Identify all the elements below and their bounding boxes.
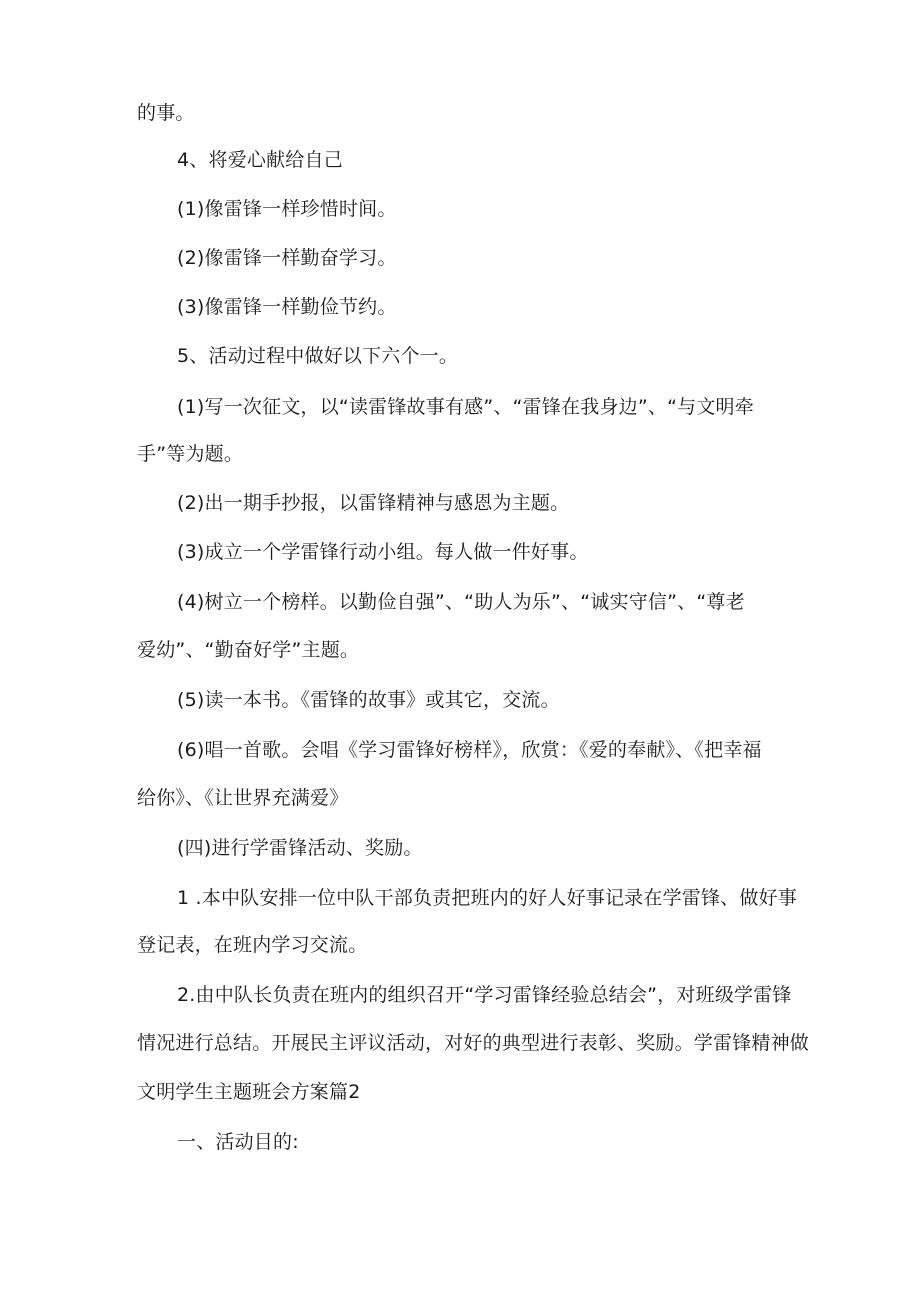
paragraph-line: 的事。 bbox=[137, 102, 195, 124]
paragraph-line: 爱幼”、“勤奋好学”主题。 bbox=[137, 639, 360, 661]
section-heading: (四)进行学雷锋活动、奖励。 bbox=[177, 837, 423, 859]
list-item: (1)写一次征文，以“读雷锋故事有感”、“雷锋在我身边”、“与文明牵 bbox=[177, 396, 754, 418]
list-item: 2.由中队长负责在班内的组织召开“学习雷锋经验总结会”，对班级学雷锋 bbox=[177, 984, 792, 1006]
list-item: (3)成立一个学雷锋行动小组。每人做一件好事。 bbox=[177, 541, 589, 563]
section-heading: 一、活动目的: bbox=[177, 1131, 299, 1153]
list-item: (5)读一本书。《雷锋的故事》或其它，交流。 bbox=[177, 689, 560, 711]
list-item: (2)出一期手抄报，以雷锋精神与感恩为主题。 bbox=[177, 492, 570, 514]
section-heading: 4、将爱心献给自己 bbox=[177, 149, 343, 171]
section-heading: 5、活动过程中做好以下六个一。 bbox=[177, 345, 459, 367]
paragraph-line: 手”等为题。 bbox=[137, 443, 244, 465]
list-item: (3)像雷锋一样勤俭节约。 bbox=[177, 296, 397, 318]
paragraph-line: 给你》、《让世界充满爱》 bbox=[137, 787, 349, 809]
list-item: (1)像雷锋一样珍惜时间。 bbox=[177, 198, 397, 220]
paragraph-line: 登记表，在班内学习交流。 bbox=[137, 934, 368, 956]
paragraph-line: 文明学生主题班会方案篇2 bbox=[137, 1081, 361, 1103]
list-item: (2)像雷锋一样勤奋学习。 bbox=[177, 247, 397, 269]
list-item: 1 .本中队安排一位中队干部负责把班内的好人好事记录在学雷锋、做好事 bbox=[177, 887, 797, 909]
list-item: (4)树立一个榜样。以勤俭自强”、“助人为乐”、“诚实守信”、“尊老 bbox=[177, 591, 745, 613]
list-item: (6)唱一首歌。会唱《学习雷锋好榜样》，欣赏：《爱的奉献》、《把幸福 bbox=[177, 739, 762, 761]
paragraph-line: 情况进行总结。开展民主评议活动，对好的典型进行表彰、奖励。学雷锋精神做 bbox=[137, 1032, 810, 1054]
